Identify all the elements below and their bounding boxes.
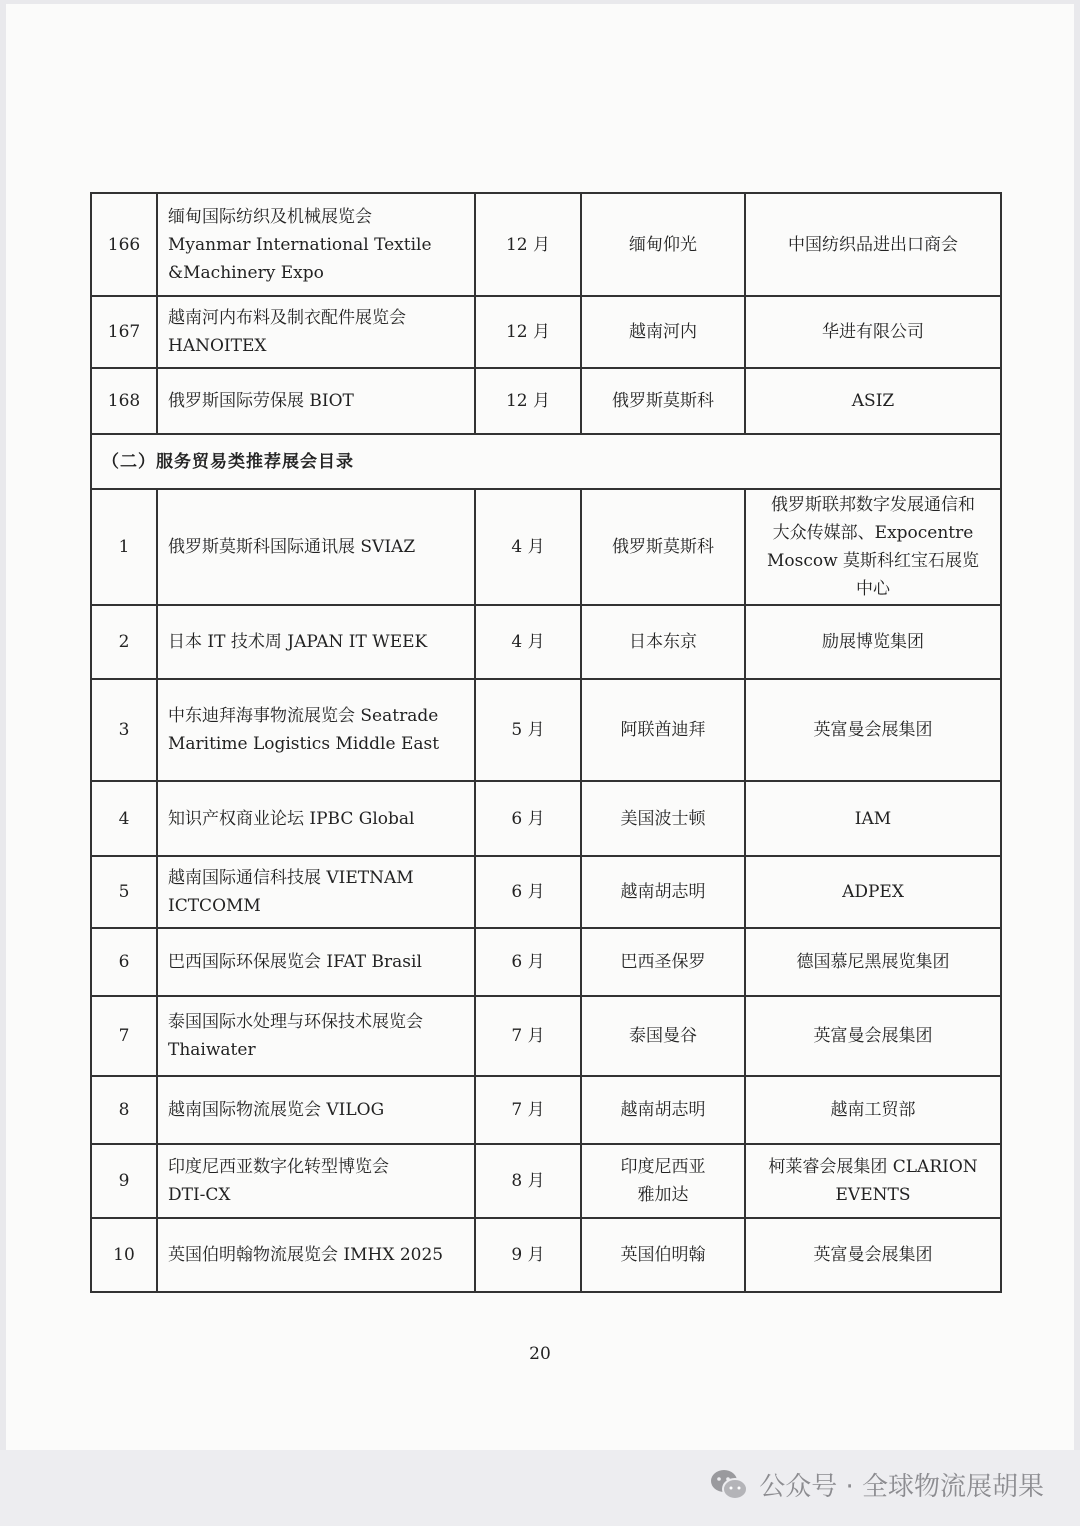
- exhibit-organizer: [745, 1144, 1001, 1218]
- exhibit-location-line: 俄罗斯莫斯科: [612, 391, 714, 411]
- exhibit-location: [581, 489, 745, 605]
- exhibit-name-line: 知识产权商业论坛 IPBC Global: [168, 808, 415, 829]
- table-row: [91, 1144, 1001, 1218]
- exhibit-number: 10: [91, 1218, 157, 1292]
- exhibit-location: [581, 679, 745, 781]
- exhibit-organizer: [745, 1218, 1001, 1292]
- exhibit-organizer: [745, 605, 1001, 679]
- exhibit-name-line: 巴西国际环保展览会 IFAT Brasil: [168, 952, 422, 972]
- exhibit-location: [581, 193, 745, 296]
- exhibit-name-line: &Machinery Expo: [168, 262, 324, 283]
- exhibit-location-line: 阿联酋迪拜: [620, 720, 706, 740]
- exhibit-month: 7 月: [475, 996, 581, 1076]
- exhibit-organizer: [745, 996, 1001, 1076]
- exhibit-name: [157, 1218, 475, 1292]
- exhibit-organizer-line: 中国纺织品进出口商会: [788, 234, 958, 255]
- watermark: [709, 1466, 1044, 1503]
- exhibit-organizer-line: 大众传媒部、Expocentre: [772, 523, 974, 543]
- exhibit-month: 12 月: [475, 296, 581, 368]
- table-row: [91, 296, 1001, 368]
- exhibit-location-line: 越南河内: [629, 322, 697, 342]
- exhibit-number: 1: [91, 489, 157, 605]
- exhibit-month: 6 月: [475, 856, 581, 928]
- exhibit-name-line: Thaiwater: [168, 1040, 256, 1060]
- exhibit-number: 2: [91, 605, 157, 679]
- exhibit-organizer: [745, 368, 1001, 434]
- exhibit-number: 6: [91, 928, 157, 996]
- exhibit-organizer: [745, 296, 1001, 368]
- table-row: [91, 368, 1001, 434]
- exhibit-number: 168: [91, 368, 157, 434]
- exhibit-organizer-line: 励展博览集团: [822, 632, 924, 652]
- exhibit-month: 6 月: [475, 781, 581, 856]
- exhibit-organizer-line: ADPEX: [842, 882, 904, 902]
- exhibit-organizer: [745, 1076, 1001, 1144]
- exhibit-organizer: [745, 928, 1001, 996]
- exhibit-location-line: 日本东京: [629, 632, 697, 652]
- exhibit-location: [581, 996, 745, 1076]
- exhibit-number: 5: [91, 856, 157, 928]
- table-row: [91, 193, 1001, 296]
- exhibit-name: [157, 781, 475, 856]
- exhibit-organizer-line: 英富曼会展集团: [813, 720, 933, 740]
- exhibit-month: 5 月: [475, 679, 581, 781]
- exhibit-month: 4 月: [475, 605, 581, 679]
- exhibit-month: 9 月: [475, 1218, 581, 1292]
- table-row: [91, 856, 1001, 928]
- exhibit-location: [581, 1144, 745, 1218]
- exhibit-name: [157, 856, 475, 928]
- section-title: （二）服务贸易类推荐展会目录: [91, 434, 1001, 489]
- exhibit-name-line: ICTCOMM: [168, 896, 261, 916]
- exhibit-month: 12 月: [475, 368, 581, 434]
- exhibit-month: 8 月: [475, 1144, 581, 1218]
- section-header-row: [91, 434, 1001, 489]
- exhibit-location: [581, 781, 745, 856]
- exhibit-name-line: Myanmar International Textile: [168, 234, 432, 255]
- exhibit-organizer-line: 俄罗斯联邦数字发展通信和: [771, 495, 975, 515]
- exhibit-number: 4: [91, 781, 157, 856]
- exhibit-organizer: [745, 781, 1001, 856]
- exhibit-location: [581, 368, 745, 434]
- exhibit-name-line: Maritime Logistics Middle East: [168, 734, 440, 754]
- exhibit-location: [581, 1218, 745, 1292]
- exhibit-location: [581, 856, 745, 928]
- exhibit-name: [157, 928, 475, 996]
- exhibit-name: [157, 996, 475, 1076]
- page-number: 20: [529, 1344, 551, 1364]
- exhibit-organizer-line: EVENTS: [835, 1185, 911, 1205]
- exhibit-name: [157, 296, 475, 368]
- exhibit-location: [581, 1076, 745, 1144]
- exhibit-name-line: HANOITEX: [168, 336, 267, 356]
- exhibit-organizer-line: Moscow 莫斯科红宝石展览: [766, 551, 980, 571]
- table-row: [91, 781, 1001, 856]
- exhibit-name-line: 越南国际物流展览会 VILOG: [168, 1100, 385, 1120]
- exhibit-organizer-line: 华进有限公司: [822, 322, 924, 342]
- exhibit-organizer: [745, 856, 1001, 928]
- exhibit-number: 7: [91, 996, 157, 1076]
- exhibit-name-line: 中东迪拜海事物流展览会 Seatrade: [168, 706, 439, 726]
- exhibit-location-line: 美国波士顿: [620, 808, 706, 829]
- exhibit-location-line: 巴西圣保罗: [620, 952, 706, 972]
- exhibit-number: 8: [91, 1076, 157, 1144]
- exhibit-location-line: 俄罗斯莫斯科: [612, 537, 714, 557]
- exhibit-organizer-line: 中心: [856, 579, 890, 599]
- table-row: [91, 679, 1001, 781]
- table-row: [91, 605, 1001, 679]
- exhibit-name-line: 日本 IT 技术周 JAPAN IT WEEK: [168, 632, 428, 652]
- exhibit-organizer-line: IAM: [854, 808, 892, 829]
- exhibit-name-line: 英国伯明翰物流展览会 IMHX 2025: [168, 1245, 444, 1265]
- exhibit-name: [157, 679, 475, 781]
- exhibit-location-line: 泰国曼谷: [629, 1026, 697, 1046]
- table-row: [91, 1218, 1001, 1292]
- exhibit-organizer-line: ASIZ: [851, 391, 895, 411]
- exhibit-name: [157, 1144, 475, 1218]
- watermark-text: 公众号 · 全球物流展胡果: [759, 1472, 1044, 1502]
- exhibit-name-line: 泰国国际水处理与环保技术展览会: [168, 1012, 423, 1032]
- exhibit-month: 6 月: [475, 928, 581, 996]
- exhibit-number: 3: [91, 679, 157, 781]
- exhibit-location-line: 越南胡志明: [620, 882, 706, 902]
- exhibit-organizer: [745, 489, 1001, 605]
- exhibit-name: [157, 489, 475, 605]
- table-row: [91, 996, 1001, 1076]
- exhibit-location: [581, 605, 745, 679]
- exhibit-name-line: 越南国际通信科技展 VIETNAM: [168, 868, 414, 888]
- exhibit-number: 167: [91, 296, 157, 368]
- exhibit-location: [581, 296, 745, 368]
- exhibit-name: [157, 605, 475, 679]
- exhibit-organizer: [745, 679, 1001, 781]
- exhibit-name: [157, 193, 475, 296]
- exhibit-organizer-line: 英富曼会展集团: [813, 1245, 933, 1265]
- exhibit-organizer-line: 越南工贸部: [830, 1100, 916, 1120]
- table-row: [91, 928, 1001, 996]
- exhibit-organizer-line: 柯莱睿会展集团 CLARION: [768, 1157, 978, 1177]
- exhibit-name-line: 俄罗斯莫斯科国际通讯展 SVIAZ: [168, 537, 416, 557]
- exhibit-location-line: 雅加达: [637, 1185, 689, 1205]
- exhibit-name: [157, 1076, 475, 1144]
- exhibit-month: 4 月: [475, 489, 581, 605]
- exhibit-location-line: 缅甸仰光: [629, 234, 697, 255]
- exhibit-name-line: 越南河内布料及制衣配件展览会: [168, 308, 406, 328]
- exhibit-location: [581, 928, 745, 996]
- exhibit-organizer: [745, 193, 1001, 296]
- exhibit-organizer-line: 英富曼会展集团: [813, 1026, 933, 1046]
- exhibit-month: 12 月: [475, 193, 581, 296]
- exhibit-organizer-line: 德国慕尼黑展览集团: [796, 952, 950, 972]
- exhibit-name-line: DTI-CX: [168, 1185, 231, 1205]
- exhibit-location-line: 越南胡志明: [620, 1100, 706, 1120]
- exhibit-name: [157, 368, 475, 434]
- wechat-icon: [709, 1468, 749, 1502]
- table-row: [91, 1076, 1001, 1144]
- exhibit-number: 166: [91, 193, 157, 296]
- exhibit-name-line: 俄罗斯国际劳保展 BIOT: [168, 391, 354, 411]
- exhibit-month: 7 月: [475, 1076, 581, 1144]
- exhibit-name-line: 印度尼西亚数字化转型博览会: [168, 1157, 389, 1177]
- table-row: [91, 489, 1001, 605]
- exhibition-table: [90, 192, 1002, 1293]
- exhibit-location-line: 英国伯明翰: [620, 1245, 706, 1265]
- exhibit-location-line: 印度尼西亚: [620, 1157, 706, 1177]
- exhibit-number: 9: [91, 1144, 157, 1218]
- exhibit-name-line: 缅甸国际纺织及机械展览会: [168, 206, 372, 227]
